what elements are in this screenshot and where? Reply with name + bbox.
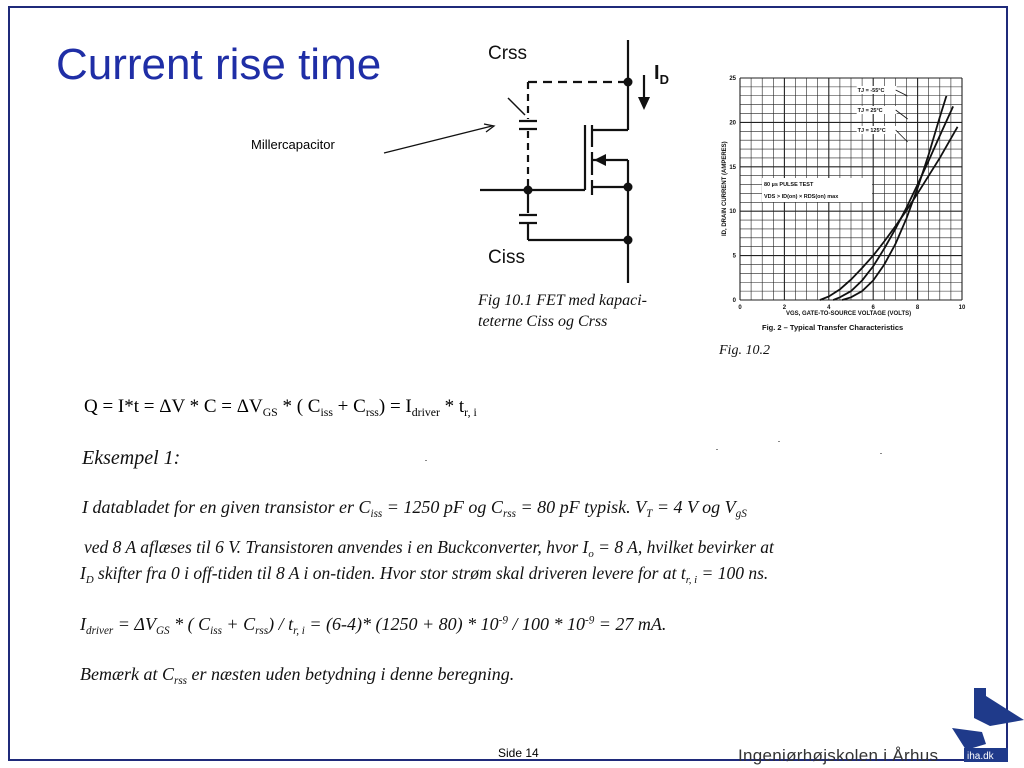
legend-leader: [896, 110, 908, 119]
junction-dot: [624, 183, 633, 192]
scan-speck: [716, 449, 718, 450]
crss-arrow: [508, 98, 525, 115]
body-arrow: [594, 154, 606, 166]
school-name: Ingeniørhøjskolen i Århus: [738, 746, 939, 765]
iha-logo: [946, 688, 1024, 762]
legend-leader: [896, 90, 908, 96]
scan-speck: [880, 453, 882, 454]
x-tick-label: 6: [871, 305, 875, 311]
ciss-label: Ciss: [488, 247, 525, 268]
id-label: $I_D$: [654, 62, 669, 87]
chart-annotation: 80 µs PULSE TEST: [764, 182, 814, 188]
logo-shape-top: [974, 688, 1024, 726]
slide-title: Current rise time: [56, 40, 382, 89]
x-tick-label: 0: [738, 305, 742, 311]
y-tick-label: 0: [732, 298, 736, 304]
footer-rule-left: [20, 759, 468, 760]
fig-10-1-caption: Fig 10.1 FET med kapaci- teterne Ciss og Crss: [478, 292, 648, 330]
transfer-characteristics-chart: [712, 66, 972, 338]
x-tick-label: 2: [782, 305, 787, 311]
legend-label: TJ = 125°C: [857, 128, 886, 134]
legend-label: TJ = 25°C: [857, 108, 883, 114]
logo-text: iha.dk: [967, 751, 994, 762]
chart-xlabel: VGS, GATE-TO-SOURCE VOLTAGE (VOLTS): [786, 311, 912, 317]
chart-ylabel: ID, DRAIN CURRENT (AMPERES): [722, 141, 728, 236]
logo-shape-bottom: [952, 728, 986, 750]
chart-legend: [857, 86, 908, 142]
y-tick-label: 25: [729, 76, 736, 82]
example-heading: Eksempel 1:: [82, 447, 181, 469]
fig-10-2-caption: Fig. 10.2: [719, 343, 770, 358]
footer-rule-right: [598, 759, 738, 760]
y-tick-label: 5: [732, 253, 736, 260]
x-tick-label: 4: [827, 305, 831, 311]
example-text-line: I databladet for en given transistor er $C_{iss} = 1250$ pF og $C_{rss} = 80$ pF typisk. $V_T = 4$ V og $V_{gS}$: [82, 497, 747, 520]
junction-dot: [624, 78, 633, 87]
crss-label: Crss: [488, 43, 528, 64]
y-tick-label: 10: [729, 209, 736, 216]
x-tick-label: 10: [958, 305, 966, 311]
junction-dot: [524, 186, 533, 195]
example-text-line: $I_D$ skifter fra 0 i off-tiden til 8 A i on-tiden. Hvor stor strøm skal driveren levere for at $t_{r, i} = 100$ ns.: [80, 563, 769, 586]
charge-formula: $Q = I*t = \Delta V * C = \Delta V_{GS}$ * ( $C_{iss} + C_{rss}) = I_{driver} * t_{r, i}$: [84, 396, 477, 420]
driver-current-formula: $I_{driver} = \Delta V_{GS}$ * ( $C_{iss} + C_{rss}) / t_{r, i} = (6-4)*$ $(1250 + 80) * 10^{-9} / 100 * 10^{-9} = 27$ mA.: [80, 614, 667, 637]
page-number: Side 14: [498, 746, 539, 760]
example-note: Bemærk at $C_{rss}$ er næsten uden betydning i denne beregning.: [80, 664, 515, 687]
y-tick-label: 20: [729, 120, 736, 127]
legend-label: TJ = -55°C: [857, 88, 885, 94]
y-tick-label: 15: [729, 164, 736, 171]
miller-pointer-line: [384, 126, 492, 153]
example-text-line: ved 8 A aflæses til 6 V. Transistoren anvendes i en Buckconverter, hvor $I_o = 8$ A, hvilket bevirker at: [84, 537, 774, 560]
fet-circuit-diagram: [380, 35, 710, 290]
scan-speck: [425, 460, 427, 461]
scan-speck: [778, 441, 780, 442]
miller-capacitor-label: Millercapacitor: [251, 137, 335, 152]
id-arrow-head: [638, 97, 650, 110]
chart-title: Fig. 2 – Typical Transfer Characteristics: [762, 323, 904, 332]
junction-dot: [624, 236, 633, 245]
series-line-3: [820, 127, 958, 300]
x-tick-label: 8: [915, 305, 920, 311]
chart-annotation: VDS > ID(on) × RDS(on) max: [764, 194, 839, 200]
